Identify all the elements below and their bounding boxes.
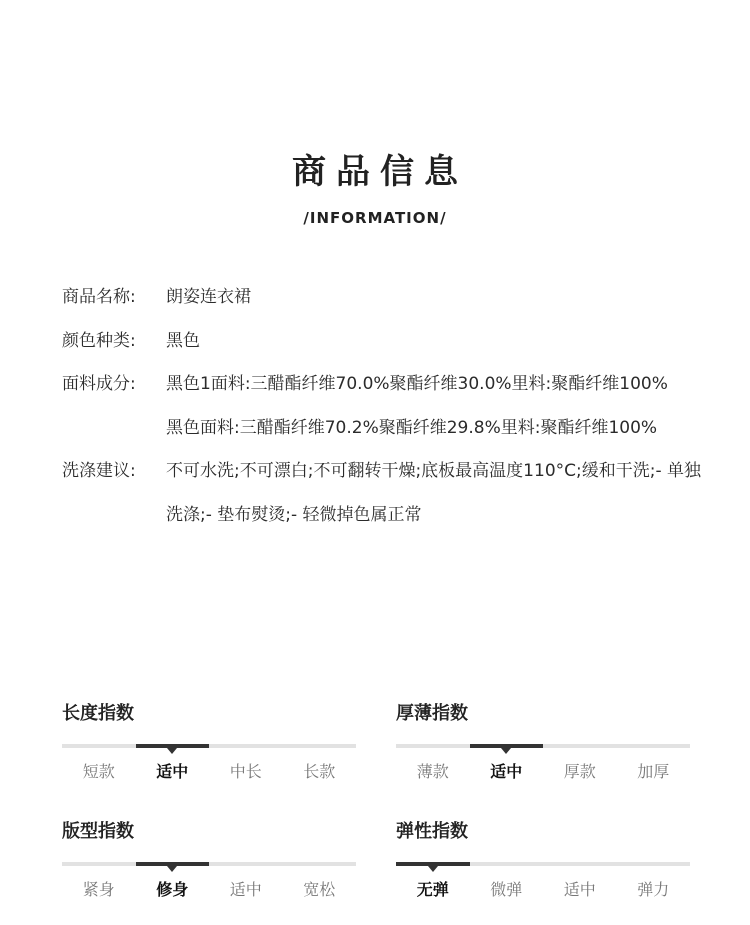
index-option: 中长 — [229, 762, 262, 781]
index-option: 适中 — [156, 762, 189, 781]
product-info — [62, 276, 702, 537]
index-option: 紧身 — [82, 880, 115, 899]
index-title: 长度指数 — [62, 703, 134, 724]
index-option: 厚款 — [563, 762, 596, 781]
index-option: 短款 — [82, 762, 115, 781]
index-options — [396, 760, 690, 784]
header — [0, 150, 750, 228]
indicator-pointer-icon — [167, 866, 177, 872]
info-label: 颜色种类: — [62, 330, 136, 351]
index-track — [396, 862, 690, 866]
index-option: 宽松 — [303, 880, 336, 899]
index-option: 微弹 — [490, 880, 523, 899]
index-indicator — [470, 744, 544, 748]
info-value — [166, 320, 702, 364]
info-value-line: 不可水洗;不可漂白;不可翻转干燥;底板最高温度110°C;缓和干洗;- 单独洗涤;- 垫布熨烫;- 轻微掉色属正常 — [166, 461, 701, 525]
index-track — [62, 744, 356, 748]
index-option: 弹力 — [637, 880, 670, 899]
index-elasticity — [396, 818, 690, 902]
index-title: 厚薄指数 — [396, 703, 468, 724]
info-row-care — [62, 450, 702, 537]
index-option: 适中 — [229, 880, 262, 899]
index-length — [62, 700, 356, 784]
info-label: 面料成分: — [62, 374, 136, 394]
info-value-line: 黑色 — [166, 330, 200, 351]
info-value-line: 黑色面料:三醋酯纤维70.2%聚酯纤维29.8%里料:聚酯纤维100% — [166, 417, 658, 438]
index-option: 修身 — [156, 880, 189, 899]
info-value-line: 黑色1面料:三醋酯纤维70.0%聚酯纤维30.0%里料:聚酯纤维100% — [166, 374, 668, 394]
index-options — [62, 878, 356, 902]
index-title: 弹性指数 — [396, 821, 468, 842]
info-row-name — [62, 276, 702, 320]
info-value — [166, 363, 702, 450]
index-title: 版型指数 — [62, 821, 134, 842]
index-indicator — [136, 862, 210, 866]
index-option: 加厚 — [637, 762, 670, 781]
index-thickness — [396, 700, 690, 784]
page-title: 商品信息 — [292, 152, 468, 192]
index-track — [396, 744, 690, 748]
index-options — [396, 878, 690, 902]
page-subtitle: /INFORMATION/ — [303, 209, 447, 227]
index-fit — [62, 818, 356, 902]
index-indicator — [396, 862, 470, 866]
index-option: 适中 — [490, 762, 523, 781]
indicator-pointer-icon — [428, 866, 438, 872]
index-option: 无弹 — [416, 880, 449, 899]
index-options — [62, 760, 356, 784]
info-value — [166, 276, 702, 320]
info-row-fabric — [62, 363, 702, 450]
index-option: 薄款 — [416, 762, 449, 781]
info-row-color — [62, 320, 702, 364]
index-track — [62, 862, 356, 866]
info-value — [166, 450, 702, 537]
indicator-pointer-icon — [501, 748, 511, 754]
info-label: 洗涤建议: — [62, 461, 136, 481]
index-option: 长款 — [303, 762, 336, 781]
index-option: 适中 — [563, 880, 596, 899]
info-value-line: 朗姿连衣裙 — [166, 287, 251, 307]
indicator-pointer-icon — [167, 748, 177, 754]
index-indicator — [136, 744, 210, 748]
info-label: 商品名称: — [62, 287, 136, 307]
